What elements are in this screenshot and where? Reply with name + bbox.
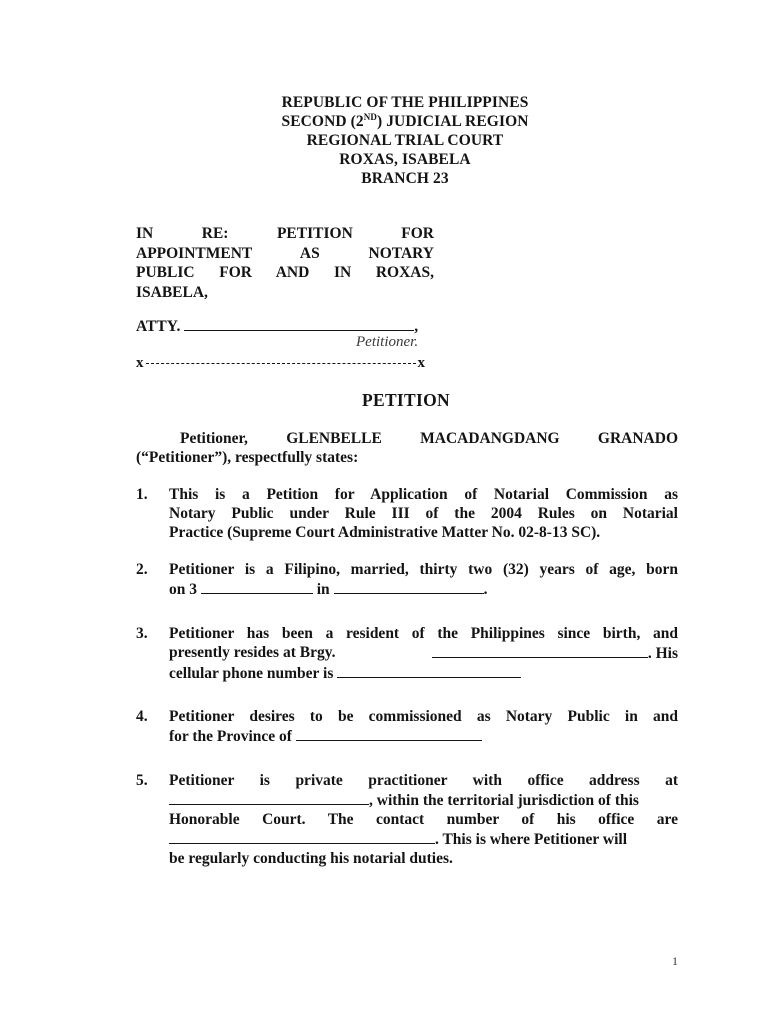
barangay-blank[interactable] xyxy=(432,643,648,658)
paragraph-number: 5. xyxy=(136,772,148,789)
paragraph-line: This is a Petition for Application of Notarial Commission as xyxy=(169,486,678,503)
court-heading xyxy=(0,93,768,188)
heading-line-republic: REPUBLIC OF THE PHILIPPINES xyxy=(281,94,529,111)
paragraph-line: Petitioner desires to be commissioned as Notary Public in and xyxy=(169,708,678,725)
paragraph-number: 1. xyxy=(136,486,148,503)
birth-in-label: in xyxy=(316,581,330,598)
province-blank[interactable] xyxy=(296,726,482,741)
paragraph-line xyxy=(169,663,678,683)
born-on-label: on 3 xyxy=(169,581,197,598)
heading-line-region xyxy=(0,112,768,131)
jurisdiction-text: , within the territorial jurisdiction of this xyxy=(369,792,639,809)
attorney-line xyxy=(136,316,418,336)
resides-label: presently resides at Brgy. xyxy=(169,644,336,661)
paragraph-line: Petitioner has been a resident of the Philippines since birth, and xyxy=(169,625,678,642)
heading-line-branch: BRANCH 23 xyxy=(361,170,449,187)
birth-line-period: . xyxy=(483,581,488,598)
heading-region-suffix: ) JUDICIAL REGION xyxy=(376,113,529,130)
case-caption xyxy=(136,224,434,302)
paragraph-line xyxy=(169,643,678,663)
separator-right-x: x xyxy=(417,355,425,371)
paragraph-line: Petitioner is a Filipino, married, thirty two (32) years of age, born xyxy=(169,561,678,578)
resides-line-suffix: . His xyxy=(647,645,678,662)
caption-line-3: PUBLIC FOR AND IN ROXAS, xyxy=(136,264,434,281)
cellular-number-blank[interactable] xyxy=(337,663,521,678)
petitioner-role-label: Petitioner. xyxy=(356,334,419,350)
attorney-name-blank[interactable] xyxy=(184,316,414,331)
numbered-paragraph-5 xyxy=(136,771,678,868)
numbered-paragraph-3 xyxy=(136,624,678,683)
page-number: 1 xyxy=(672,954,678,968)
paragraph-line: Petitioner is private practitioner with office address at xyxy=(169,772,678,789)
intro-line-2: (“Petitioner”), respectfully states: xyxy=(136,449,359,466)
paragraph-line: Practice (Supreme Court Administrative Matter No. 02-8-13 SC). xyxy=(169,524,601,541)
numbered-paragraph-2 xyxy=(136,560,678,599)
paragraph-number: 3. xyxy=(136,625,148,642)
heading-line-court: REGIONAL TRIAL COURT xyxy=(306,132,504,149)
paragraph-line: Honorable Court. The contact number of his office are xyxy=(169,811,678,828)
heading-region-superscript: ND xyxy=(363,112,377,122)
intro-line-1 xyxy=(136,429,678,448)
heading-region-prefix: SECOND (2 xyxy=(281,113,364,130)
atty-suffix: , xyxy=(414,318,419,335)
separator-dash-line xyxy=(146,363,416,364)
atty-label: ATTY. xyxy=(136,318,181,335)
birth-place-blank[interactable] xyxy=(334,579,484,594)
intro-paragraph xyxy=(136,429,678,467)
paragraph-line xyxy=(169,829,678,849)
notarial-place-text: . This is where Petitioner will xyxy=(435,831,628,848)
province-label: for the Province of xyxy=(169,728,292,745)
paragraph-line xyxy=(169,790,678,810)
document-title: PETITION xyxy=(362,390,450,410)
caption-line-1: IN RE: PETITION FOR xyxy=(136,225,434,242)
heading-line-location: ROXAS, ISABELA xyxy=(339,151,471,168)
paragraph-line: be regularly conducting his notarial duties. xyxy=(169,850,453,867)
paragraph-line xyxy=(169,726,678,746)
separator-left-x: x xyxy=(136,355,144,371)
cellular-label: cellular phone number is xyxy=(169,665,334,682)
caption-line-4: ISABELA, xyxy=(136,283,208,301)
caption-line-2: APPOINTMENT AS NOTARY xyxy=(136,244,434,262)
petitioner-name: GLENBELLE MACADANGDANG GRANADO xyxy=(286,430,678,447)
office-contact-blank[interactable] xyxy=(169,829,435,844)
paragraph-line xyxy=(169,579,678,599)
numbered-paragraph-1 xyxy=(136,485,678,542)
numbered-paragraph-4 xyxy=(136,707,678,746)
caption-separator xyxy=(136,354,430,373)
birth-date-blank[interactable] xyxy=(201,579,313,594)
office-address-blank[interactable] xyxy=(169,790,369,805)
paragraph-number: 2. xyxy=(136,561,148,578)
paragraph-number: 4. xyxy=(136,708,148,725)
paragraph-line: Notary Public under Rule III of the 2004 Rules on Notarial xyxy=(169,505,678,522)
intro-lead: Petitioner, xyxy=(180,430,248,447)
